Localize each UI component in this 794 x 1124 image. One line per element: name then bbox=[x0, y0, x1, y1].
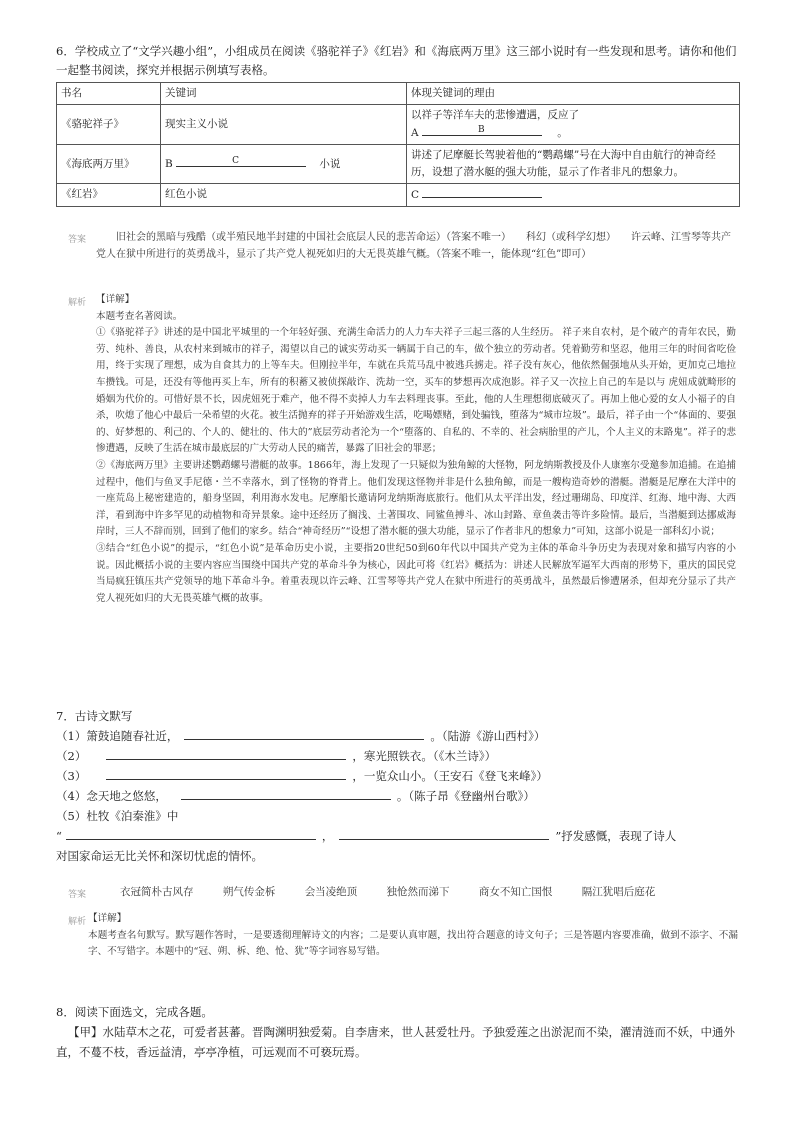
poem-answers bbox=[120, 884, 760, 899]
book-cell: 《骆驼祥子》 bbox=[57, 105, 161, 145]
poem-item-5-title: （5）杜牧《泊秦淮》中 bbox=[56, 809, 179, 823]
poem-suffix: 。（陆游《游山西村》） bbox=[430, 729, 546, 743]
answer-blank[interactable] bbox=[339, 828, 549, 840]
poem-suffix: ，寒光照铁衣。（《木兰诗》） bbox=[352, 749, 497, 763]
answer-blank[interactable] bbox=[181, 788, 391, 800]
question-7-title: 7．古诗文默写 bbox=[56, 709, 133, 723]
question-7 bbox=[56, 706, 756, 866]
poem-answer: 会当凌绝顶 bbox=[304, 886, 358, 898]
blank-c-mark: C bbox=[232, 156, 239, 166]
answer-blank[interactable] bbox=[106, 768, 346, 780]
question-8 bbox=[56, 1002, 756, 1062]
table-row bbox=[57, 145, 740, 184]
table-header-book: 书名 bbox=[57, 83, 161, 105]
analysis-label: 解析 bbox=[68, 917, 87, 927]
detail-paragraph: ②《海底两万里》主要讲述鹦鹉螺号潜艇的故事。1866年，海上发现了一只疑似为独角鲸的大怪物，阿龙纳斯教授及仆人康塞尔受邀参加追捕。在追捕过程中，他们与鱼叉手尼德・兰不幸落水，到了怪物的脊背上。他们发现这怪物并非是什么独角鲸，而是一艘构造奇妙的潜艇。潜艇是尼摩在大洋中的一座荒岛上秘密建造的，船身坚固，利用海水发电。尼摩船长邀请阿龙纳斯海底旅行。他们从太平洋出发，经过珊瑚岛、印度洋、红海、地中海、大西洋，看到海中许多罕见的动植物和奇异景象。途中还经历了搁浅、土著围攻、同鲨鱼搏斗、冰山封路、章鱼袭击等许多险情。最后，当潜艇到达挪威海岸时，三人不辞而别，回到了他们的家乡。结合“神奇经历”“设想了潜水艇的强大功能，显示了作者非凡的想象力”可知，这部小说是一部科幻小说； bbox=[96, 459, 736, 538]
poem-prefix: （4）念天地之悠悠， bbox=[56, 789, 167, 803]
poem-item bbox=[56, 726, 756, 746]
table-header-reason: 体现关键词的理由 bbox=[407, 83, 740, 105]
table-row bbox=[57, 105, 740, 145]
analysis-detail bbox=[88, 911, 738, 961]
reason-cell bbox=[407, 184, 740, 207]
answer-blank[interactable] bbox=[66, 828, 316, 840]
answer-text: 旧社会的黑暗与残酷（或半殖民地半封建的中国社会底层人民的悲苦命运）（答案不唯一） 科幻（或科学幻想） 许云峰、江雪琴等共产党人在狱中所进行的英勇战斗，显示了共产党人视死如归的大无畏英雄气概。（答案不唯一，能体现“红色”即可） bbox=[96, 232, 731, 260]
keyword-table bbox=[56, 82, 740, 207]
poem-answer: 衣冠简朴古风存 bbox=[120, 886, 194, 898]
question-8-text: 【甲】水陆草木之花，可爱者甚蕃。晋陶渊明独爱菊。自李唐来，世人甚爱牡丹。予独爱莲之出淤泥而不染，濯清涟而不妖，中通外直，不蔓不枝，香远益清，亭亭净植，可远观而不可亵玩焉。 bbox=[56, 1025, 735, 1059]
poem-answer: 朔气传金柝 bbox=[222, 886, 276, 898]
keyword-cell: 红色小说 bbox=[161, 184, 407, 207]
poem-answer: 隔江犹唱后庭花 bbox=[581, 886, 656, 898]
poem-suffix: 。（陈子昂《登幽州台歌》） bbox=[396, 789, 535, 803]
poem-item bbox=[56, 826, 756, 846]
blank-b-mark: B bbox=[477, 125, 485, 135]
blank-c[interactable] bbox=[422, 186, 542, 198]
answer-blank[interactable] bbox=[106, 748, 346, 760]
blank-b-label: B bbox=[165, 158, 173, 170]
poem-tail-line: 对国家命运无比关怀和深切忧虑的情怀。 bbox=[56, 849, 263, 863]
poem-item bbox=[56, 766, 756, 786]
analysis-detail bbox=[96, 292, 736, 607]
answer-label: 答案 bbox=[68, 890, 87, 900]
detail-title: 【详解】 bbox=[88, 913, 127, 924]
reason-cell bbox=[407, 105, 740, 145]
question-8-title: 8．阅读下面选文，完成各题。 bbox=[56, 1005, 213, 1019]
keyword-suffix: 小说 bbox=[319, 158, 341, 170]
detail-paragraph: ③结合“红色小说”的提示，“红色小说”是革命历史小说，主要指20世纪50到60年代以中国共产党为主体的革命斗争历史为表现对象和描写内容的小说。因此概括小说的主要内容应当围绕中国共产党的革命斗争为核心，因此可将《红岩》概括为：讲述人民解放军逼军大西南的形势下，重庆的国民党当局疯狂镇压共产党领导的地下革命斗争。着重表现以许云峰、江雪琴等共产党人在狱中所进行的英勇战斗，虽然最后惨遭屠杀，但却充分显示了共产党人视死如归的大无畏英雄气概的故事。 bbox=[96, 542, 736, 604]
blank-a[interactable] bbox=[422, 124, 542, 136]
question-6-intro: 6．学校成立了“文学兴趣小组”，小组成员在阅读《骆驼祥子》《红岩》和《海底两万里》这三部小说时有一些发现和思考。请你和他们一起整书阅读，探究并根据示例填写表格。 bbox=[56, 44, 737, 77]
poem-tail: ”抒发感慨，表现了诗人 bbox=[555, 829, 677, 843]
answer-blank[interactable] bbox=[184, 728, 424, 740]
detail-paragraph: ①《骆驼祥子》讲述的是中国北平城里的一个年轻好强、充满生命活力的人力车夫祥子三起三落的人生经历。 祥子来自农村，是个破产的青年农民，勤劳、纯朴、善良，从农村来到城市的祥子，渴望以自己的诚实劳动买一辆属于自己的车，做个独立的劳动者。凭着勤劳和坚忍，他用三年的时间省吃俭用，终于实现了理想，成为自食其力的上等车夫。但刚拉半年，车就在兵荒马乱中被逃兵掳走。祥子没有灰心，他依然倔强地从头开始，更加克己地拉车攒钱。可是，还没有等他再买上车，所有的积蓄又被侦探敲诈、洗劫一空，买车的梦想再次成泡影。祥子又一次拉上自己的车是以与 虎妞成就畸形的婚姻为代价的。可惜好景不长，因虎妞死于难产，他不得不卖掉人力车去料理丧事。至此，他的人生理想彻底破灭了。再加上他心爱的女人小福子的自杀，吹熄了他心中最后一朵希望的火花。被生活抛弃的祥子开始游戏生活，吃喝嫖赌，到处骗钱，堕落为“城市垃圾”。最后，祥子由一个“体面的、要强的、好梦想的、利己的、个人的、健壮的、伟大的”底层劳动者沦为一个“堕落的、自私的、不幸的、社会病胎里的产儿，个人主义的末路鬼”。祥子的悲惨遭遇，反映了生活在城市最底层的广大劳动人民的痛苦，暴露了旧社会的罪恶； bbox=[96, 327, 736, 455]
poem-prefix: （1）箫鼓追随春社近， bbox=[56, 729, 179, 743]
detail-paragraph: 本题考查名著阅读。 bbox=[96, 310, 183, 322]
reason-text: 以祥子等洋车夫的悲惨遭遇，反应了 bbox=[411, 109, 579, 121]
poem-suffix: ，一览众山小。（王安石《登飞来峰》） bbox=[352, 769, 548, 783]
detail-title: 【详解】 bbox=[96, 294, 135, 305]
reason-tail: 。 bbox=[557, 127, 568, 139]
table-row bbox=[57, 184, 740, 207]
poem-item bbox=[56, 746, 756, 766]
poem-item bbox=[56, 786, 756, 806]
comma: ， bbox=[321, 829, 334, 843]
table-header-row bbox=[57, 83, 740, 105]
blank-b[interactable] bbox=[176, 155, 306, 167]
book-cell: 《海底两万里》 bbox=[57, 145, 161, 184]
book-cell: 《红岩》 bbox=[57, 184, 161, 207]
table-header-keyword: 关键词 bbox=[161, 83, 407, 105]
poem-prefix: （3） bbox=[56, 769, 87, 783]
reason-cell: 讲述了尼摩艇长驾驶着他的“鹦鹉螺”号在大海中自由航行的神奇经历，设想了潜水艇的强大功能，显示了作者非凡的想象力。 bbox=[407, 145, 740, 184]
answer-label: 答案 bbox=[68, 235, 87, 245]
poem-prefix: （2） bbox=[56, 749, 87, 763]
detail-paragraph: 本题考查名句默写。默写题作答时，一是要透彻理解诗文的内容；二是要认真审题，找出符合题意的诗文句子；三是答题内容要准确，做到不添字、不漏字、不写错字。本题中的“冠、朔、柝、绝、怆、犹”等字词容易写错。 bbox=[88, 929, 738, 958]
quote-open: “ bbox=[56, 829, 62, 843]
blank-a-label: A bbox=[411, 127, 419, 139]
poem-answer: 商女不知亡国恨 bbox=[478, 886, 553, 898]
analysis-label: 解析 bbox=[68, 298, 87, 308]
poem-answer: 独怆然而涕下 bbox=[386, 886, 450, 898]
blank-c-label: C bbox=[411, 189, 420, 201]
keyword-cell: 现实主义小说 bbox=[161, 105, 407, 145]
keyword-cell bbox=[161, 145, 407, 184]
